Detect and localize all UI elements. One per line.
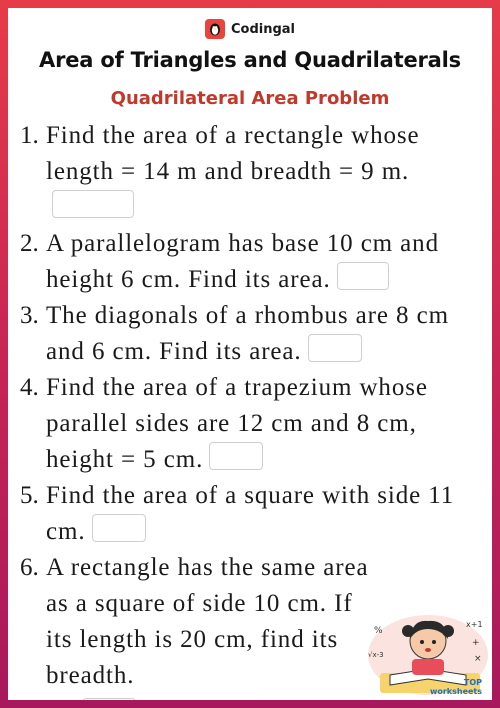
svg-text:√x-3: √x-3 (368, 651, 384, 659)
worksheet-sheet (8, 8, 492, 700)
brand-header (8, 19, 492, 39)
question-text: Find the area of a trapezium whose parallel sides are 12 cm and 8 cm, height = 5 cm. (46, 374, 428, 473)
svg-text:%: % (374, 626, 383, 636)
answer-box-6[interactable] (82, 698, 136, 700)
question-text: A rectangle has the same area as a square of side 10 cm. If its length is 20 cm, find its breadth. (46, 554, 369, 689)
question-number: 6. (20, 554, 39, 581)
brand-name: Codingal (230, 21, 296, 37)
answer-box-3[interactable] (308, 334, 362, 362)
question-number: 3. (20, 302, 39, 329)
question-text: The diagonals of a rhombus are 8 cm and 6 cm. Find its area. (46, 302, 449, 365)
question-1 (20, 118, 488, 226)
answer-box-4[interactable] (209, 442, 263, 470)
page-title: Area of Triangles and Quadrilaterals (39, 48, 461, 72)
question-text: Find the area of a square with side 11 cm. (46, 482, 455, 545)
svg-text:x+1: x+1 (466, 620, 483, 629)
question-number: 2. (20, 230, 39, 257)
question-text: A parallelogram has base 10 cm and height 6 cm. Find its area. (46, 230, 439, 293)
svg-text:×: × (474, 654, 482, 664)
svg-text:+: + (472, 638, 480, 648)
question-number: 4. (20, 374, 39, 401)
question-4 (20, 370, 488, 478)
answer-box-1[interactable] (52, 190, 134, 218)
answer-box-2[interactable] (337, 262, 389, 290)
question-text: Find the area of a rectangle whose length = 14 m and breadth = 9 m. (46, 122, 420, 185)
question-3 (20, 298, 488, 370)
answer-box-5[interactable] (92, 514, 146, 542)
question-2 (20, 226, 488, 298)
watermark: TOP worksheets (429, 678, 482, 696)
question-5 (20, 478, 488, 550)
penguin-icon (205, 19, 225, 39)
question-number: 5. (20, 482, 39, 509)
question-number: 1. (20, 122, 39, 149)
page-subtitle: Quadrilateral Area Problem (110, 88, 390, 109)
